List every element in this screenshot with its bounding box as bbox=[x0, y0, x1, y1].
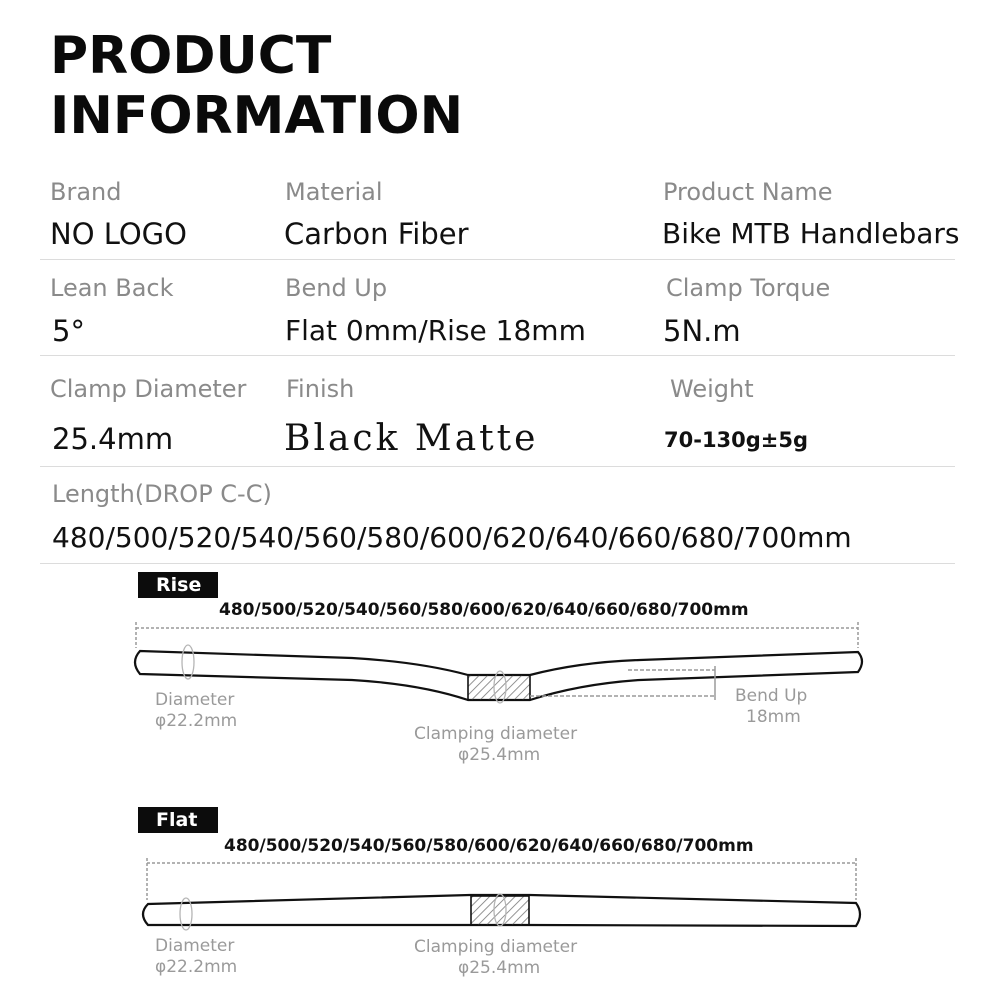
rise-length-dimension: 480/500/520/540/560/580/600/620/640/660/680/700mm bbox=[219, 600, 749, 620]
rise-bend-label: Bend Up bbox=[735, 686, 808, 706]
rise-bend-value: 18mm bbox=[746, 707, 801, 727]
finish-value: Black Matte bbox=[284, 418, 539, 459]
row-divider bbox=[40, 355, 955, 356]
flat-diameter-value: φ22.2mm bbox=[155, 957, 238, 977]
clamp-diameter-label: Clamp Diameter bbox=[50, 375, 247, 403]
weight-label: Weight bbox=[670, 375, 754, 403]
row-divider bbox=[40, 259, 955, 260]
brand-label: Brand bbox=[50, 178, 122, 206]
material-label: Material bbox=[285, 178, 383, 206]
bend-up-label: Bend Up bbox=[285, 274, 388, 302]
lean-back-label: Lean Back bbox=[50, 274, 174, 302]
product-name-label: Product Name bbox=[663, 178, 833, 206]
bend-up-value: Flat 0mm/Rise 18mm bbox=[285, 314, 586, 347]
product-name-value: Bike MTB Handlebars bbox=[662, 217, 960, 250]
rise-tag: Rise bbox=[138, 572, 218, 598]
title-line-2: INFORMATION bbox=[50, 86, 464, 146]
rise-diameter-value: φ22.2mm bbox=[155, 711, 238, 731]
material-value: Carbon Fiber bbox=[284, 217, 469, 251]
lean-back-value: 5° bbox=[52, 314, 85, 348]
flat-diameter-label: Diameter bbox=[155, 936, 235, 956]
title-line-1: PRODUCT bbox=[50, 26, 332, 86]
flat-length-dimension: 480/500/520/540/560/580/600/620/640/660/680/700mm bbox=[224, 836, 754, 856]
brand-value: NO LOGO bbox=[50, 217, 187, 251]
length-label: Length(DROP C-C) bbox=[52, 480, 272, 508]
rise-clamp-value: φ25.4mm bbox=[458, 745, 541, 765]
rise-clamp-label: Clamping diameter bbox=[414, 724, 578, 744]
flat-clamp-label: Clamping diameter bbox=[414, 937, 578, 957]
flat-clamp-value: φ25.4mm bbox=[458, 958, 541, 978]
rise-diameter-label: Diameter bbox=[155, 690, 235, 710]
clamp-torque-label: Clamp Torque bbox=[666, 274, 831, 302]
row-divider bbox=[40, 466, 955, 467]
flat-tag: Flat bbox=[138, 807, 218, 833]
finish-label: Finish bbox=[286, 375, 355, 403]
clamp-diameter-value: 25.4mm bbox=[52, 422, 174, 456]
weight-value: 70-130g±5g bbox=[664, 428, 809, 452]
length-value: 480/500/520/540/560/580/600/620/640/660/680/700mm bbox=[52, 521, 852, 554]
clamp-torque-value: 5N.m bbox=[663, 314, 741, 348]
